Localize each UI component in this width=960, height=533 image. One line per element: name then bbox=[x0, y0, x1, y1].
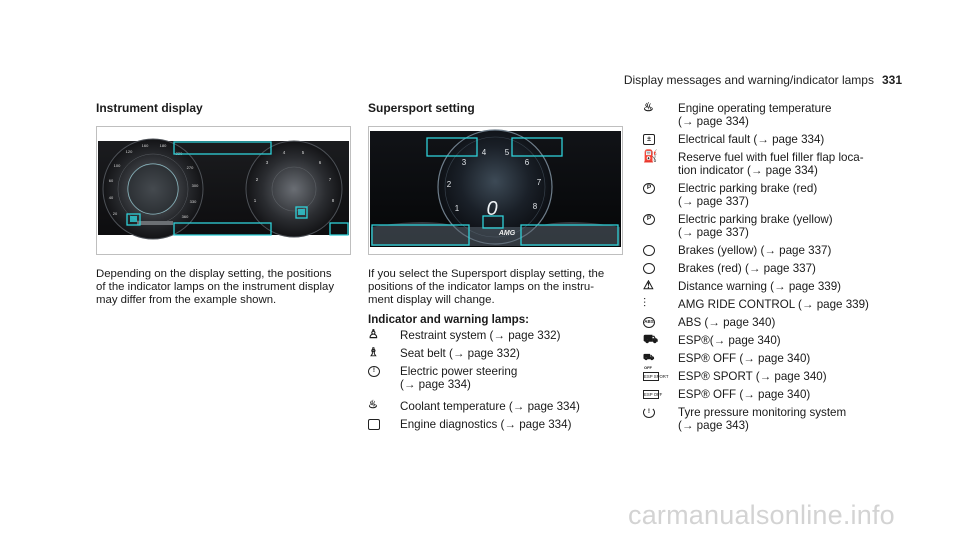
brand-logo: AMG bbox=[498, 230, 516, 237]
gauge-tick-3: 3 bbox=[461, 158, 467, 167]
lamp-item-text: ABS (→ page 340) bbox=[678, 316, 776, 329]
lamp-item-text bbox=[400, 365, 633, 392]
lamp-item-text: Restraint system (→ page 332) bbox=[400, 329, 561, 342]
dial-right-tick-4: 5 bbox=[301, 150, 305, 155]
instrument-display-figure bbox=[96, 126, 351, 255]
esp-sport-icon: ESP SPORT bbox=[644, 374, 669, 379]
lamp-item bbox=[368, 400, 633, 418]
lamp-item bbox=[643, 334, 923, 352]
distance-warning-icon: ⚠ bbox=[643, 278, 654, 292]
supersport-illustration bbox=[369, 127, 622, 254]
lamp-item bbox=[368, 365, 633, 400]
lamp-item-text: Engine diagnostics (→ page 334) bbox=[400, 418, 572, 431]
lamp-item bbox=[643, 406, 923, 437]
supersport-heading: Supersport setting bbox=[368, 101, 475, 115]
lamp-item bbox=[368, 347, 633, 365]
gauge-tick-4: 4 bbox=[481, 148, 487, 157]
lamp-item-text: Brakes (red) (→ page 337) bbox=[678, 262, 816, 275]
lamp-item-line: (→ page 343) bbox=[678, 419, 749, 433]
lamp-item bbox=[643, 316, 923, 334]
lamp-item bbox=[643, 388, 923, 406]
instrument-display-heading: Instrument display bbox=[96, 101, 203, 115]
lamp-item-text: ESP®(→ page 340) bbox=[678, 334, 781, 347]
lamp-item-text: Brakes (yellow) (→ page 337) bbox=[678, 244, 832, 257]
coolant-temperature-icon: ♨ bbox=[368, 399, 378, 411]
lamp-item bbox=[643, 352, 923, 370]
esp-off-box-icon: ESP OFF bbox=[644, 392, 663, 397]
brakes-red-icon bbox=[643, 263, 657, 275]
dial-right-tick-6: 7 bbox=[328, 177, 332, 182]
gauge-tick-5: 5 bbox=[504, 148, 510, 157]
lamp-item-text: Electrical fault (→ page 334) bbox=[678, 133, 825, 146]
mid-para-line: ment display will change. bbox=[368, 294, 495, 307]
left-para-line: Depending on the display setting, the positions bbox=[96, 268, 332, 280]
dial-right-tick-5: 6 bbox=[318, 160, 322, 165]
parking-brake-yellow-icon: P bbox=[643, 214, 657, 226]
dial-left-tick-6: 180 bbox=[159, 143, 167, 148]
dial-left-tick-12: 300 bbox=[191, 183, 199, 188]
lamp-item-line: Electric parking brake (yellow) bbox=[678, 213, 833, 226]
power-steering-icon: ! bbox=[368, 366, 382, 378]
lamp-item-text: AMG RIDE CONTROL (→ page 339) bbox=[678, 298, 869, 311]
dial-left-tick-15: 330 bbox=[189, 199, 197, 204]
lamp-item-text bbox=[678, 182, 923, 209]
dial-left-tick-8: 220 bbox=[175, 151, 183, 156]
watermark: carmanualsonline.info bbox=[628, 500, 895, 530]
lamp-item-line: (→ page 337) bbox=[678, 195, 749, 209]
supersport-figure bbox=[368, 126, 623, 255]
brakes-yellow-icon bbox=[643, 245, 657, 257]
dial-right-tick-3: 4 bbox=[282, 150, 286, 155]
left-para-line: of the indicator lamps on the instrument display bbox=[96, 281, 335, 294]
gauge-tick-7: 7 bbox=[536, 178, 542, 187]
header-title: Display messages and warning/indicator lamps bbox=[623, 73, 874, 87]
lamp-item-line: Tyre pressure monitoring system bbox=[678, 406, 847, 419]
lamp-item-line: Engine operating temperature bbox=[678, 102, 832, 115]
lamp-item-line: Reserve fuel with fuel filler flap loca- bbox=[678, 151, 864, 164]
lamp-item-line: tion indicator (→ page 334) bbox=[678, 164, 818, 178]
dial-right-tick-0: 1 bbox=[253, 198, 257, 203]
lamp-item bbox=[643, 280, 923, 298]
lamp-item-text bbox=[678, 213, 923, 240]
gauge-tick-8: 8 bbox=[532, 202, 538, 211]
abs-icon: ABS bbox=[643, 317, 657, 329]
lamp-item bbox=[643, 370, 923, 388]
left-para-line: may differ from the example shown. bbox=[96, 294, 277, 307]
page-number: 331 bbox=[881, 73, 902, 87]
dial-left-low-0: 40 bbox=[108, 195, 114, 200]
instrument-display-illustration bbox=[97, 127, 350, 254]
lamp-item bbox=[643, 133, 923, 151]
gear-indicator: 0 bbox=[486, 198, 498, 220]
dial-left-tick-3: 120 bbox=[125, 149, 133, 154]
amg-ride-control-icon: ⫶ bbox=[643, 296, 647, 310]
lamp-item-text: Seat belt (→ page 332) bbox=[400, 347, 520, 360]
dial-left-low-1: 20 bbox=[112, 211, 118, 216]
lamp-item-text: Coolant temperature (→ page 334) bbox=[400, 400, 580, 413]
lamp-item bbox=[643, 213, 923, 244]
lamp-item bbox=[368, 329, 633, 347]
lamp-item-text bbox=[678, 406, 923, 433]
lamp-item bbox=[643, 244, 923, 262]
dial-right-tick-7: 8 bbox=[331, 198, 335, 203]
lamp-item-text: ESP® OFF (→ page 340) bbox=[678, 388, 811, 401]
lamp-item bbox=[643, 182, 923, 213]
dial-right-tick-2: 3 bbox=[265, 160, 269, 165]
lamp-item-line: (→ page 334) bbox=[678, 115, 749, 129]
lamp-item bbox=[643, 151, 923, 182]
dial-left-tick-11: 270 bbox=[186, 165, 194, 170]
dial-left-tick-5: 160 bbox=[141, 143, 149, 148]
supersport-text bbox=[368, 268, 630, 308]
lamp-item bbox=[643, 298, 923, 316]
gauge-tick-2: 2 bbox=[446, 180, 452, 189]
gauge-tick-1: 1 bbox=[454, 204, 460, 213]
esp-icon: ⛟ bbox=[643, 332, 659, 346]
lamp-item-text: ESP® SPORT (→ page 340) bbox=[678, 370, 827, 383]
page-header bbox=[624, 73, 902, 87]
lamp-item-text bbox=[678, 151, 923, 178]
fuel-icon: ⛽ bbox=[643, 149, 658, 163]
lamp-item bbox=[643, 102, 923, 133]
parking-brake-red-icon: P bbox=[643, 183, 657, 195]
lamp-list-middle bbox=[368, 329, 633, 436]
lamps-heading: Indicator and warning lamps: bbox=[368, 313, 530, 326]
dial-left-tick-18: 360 bbox=[181, 214, 189, 219]
lamp-item-line: Electric parking brake (red) bbox=[678, 182, 818, 195]
dial-left-tick-2: 100 bbox=[113, 163, 121, 168]
dial-right-tick-1: 2 bbox=[255, 177, 259, 182]
lamp-item-line: Electric power steering bbox=[400, 365, 518, 378]
mid-para-line: positions of the indicator lamps on the instru- bbox=[368, 281, 595, 294]
lamp-item-text bbox=[678, 102, 923, 129]
dial-left-tick-0: 60 bbox=[108, 178, 114, 183]
engine-temp-icon: ♨ bbox=[643, 100, 654, 114]
lamp-list-right bbox=[643, 102, 923, 437]
lamp-item-line: (→ page 337) bbox=[678, 226, 749, 240]
esp-off-icon: ⛟ OFF bbox=[643, 352, 655, 370]
seat-belt-icon: ♗ bbox=[368, 345, 379, 359]
instrument-display-text bbox=[96, 268, 358, 308]
tyre-pressure-icon: ! bbox=[643, 407, 657, 419]
restraint-icon: ♙ bbox=[368, 327, 379, 341]
battery-icon: ± bbox=[643, 134, 657, 146]
lamp-item bbox=[368, 418, 633, 436]
lamp-item-text: Distance warning (→ page 339) bbox=[678, 280, 842, 293]
lamp-item-text: ESP® OFF (→ page 340) bbox=[678, 352, 811, 365]
lamp-item bbox=[643, 262, 923, 280]
lamp-item-line: (→ page 334) bbox=[400, 378, 471, 392]
gauge-tick-6: 6 bbox=[524, 158, 530, 167]
engine-diagnostics-icon bbox=[368, 419, 382, 431]
mid-para-line: If you select the Supersport display setting, the bbox=[368, 268, 605, 280]
